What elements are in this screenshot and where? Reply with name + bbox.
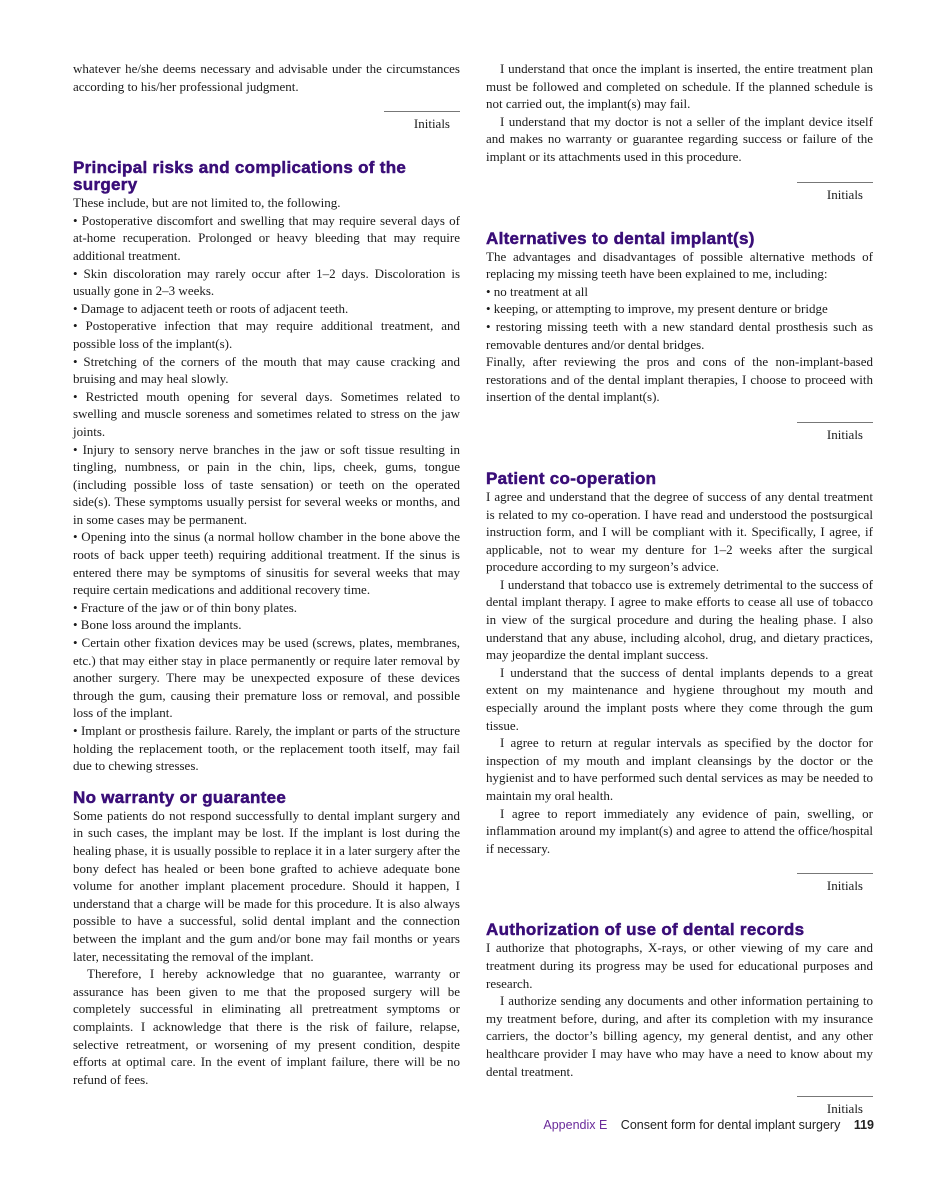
initials-field[interactable] [486,410,873,456]
initials-label: Initials [413,116,450,132]
list-item: • Certain other fixation devices may be used (screws, plates, membranes, etc.) that may either stay in place permanently or require later removal by another surgery. There may be unexpected exposure of these devices through the gum, causing their premature loss or removal, and possible loss of the implant. [73,635,460,721]
right-column [486,60,873,1130]
alternatives-intro: The advantages and disadvantages of possible alternative methods of replacing my missing teeth have been explained to me, including: [486,248,873,282]
alternatives-closing: Finally, after reviewing the pros and cons of the non-implant-based restorations and of the dental implant therapies, I choose to proceed with insertion of the dental implant(s). [486,354,873,405]
initials-label: Initials [826,1101,863,1117]
list-item: • Opening into the sinus (a normal hollow chamber in the bone above the roots of back upper teeth) requiring additional treatment. If the sinus is entered there may be symptoms of sinusitis for several weeks that may require certain medications and additional recovery time. [73,529,460,598]
left-column [73,60,460,1088]
list-item: • Postoperative infection that may require additional treatment, and possible loss of the implant(s). [73,318,460,351]
alternatives-list [486,283,873,353]
warranty-paragraph-1: Some patients do not respond successfully to dental implant surgery and in such cases, the implant may be lost. If the implant is lost during the healing phase, it is usually possible to replace it in a later surgery after the bony defect has healed or been bone grafted to achieve adequate bone volume for another implant placement procedure. Should it happen, I understand that a charge will be made for this procedure. It is also always possible to have a successful, solid dental implant and the connection between the implant and the gum and/or bone may fail months or years later, necessitating the removal of the implant. [73,807,460,964]
initials-signature-line[interactable] [797,1096,873,1097]
risks-intro: These include, but are not limited to, the following. [73,195,341,211]
doctor-seller-paragraph: I understand that my doctor is not a seller of the implant device itself and makes no warranty or guarantee regarding success or failure of the implant or its attachments used in this procedure. [486,113,873,164]
risks-list [73,212,460,775]
page-number: 119 [853,1118,874,1132]
section-heading-alternatives: Alternatives to dental implant(s) [486,228,755,248]
list-item: • Stretching of the corners of the mouth that may cause cracking and bruising and may heal slowly. [73,353,460,387]
initials-field[interactable] [486,170,873,216]
list-item: • Damage to adjacent teeth or roots of adjacent teeth. [73,300,349,316]
warranty-paragraph-2: Therefore, I hereby acknowledge that no guarantee, warranty or assurance has been given to me that the proposed surgery will be completely successful in eliminating all pretreatment symptoms or complaints. I acknowledge that there is the risk of failure, relapse, selective retreatment, or worsening of my present condition, despite efforts at optimal care. In the event of implant failure, there will be no refund of fees. [73,966,460,1087]
initials-label: Initials [826,426,863,442]
section-heading-risks: Principal risks and complications of the surgery [73,158,407,195]
cooperation-paragraph-1: I agree and understand that the degree of success of any dental treatment is related to my co-operation. I have read and understood the postsurgical instruction form, and I will be compliant with it. Specifically, I agree, if applicable, not to wear my denture for 1–2 weeks after the surgical procedure according to my surgeon’s advice. [486,488,873,575]
list-item: • Postoperative discomfort and swelling that may require several days of at-home recuperation. Prolonged or heavy bleeding that may require additional treatment. [73,212,460,263]
list-item: • keeping, or attempting to improve, my present denture or bridge [486,301,828,317]
list-item: • Fracture of the jaw or of thin bony plates. [73,599,298,615]
list-item: • Restricted mouth opening for several days. Sometimes related to swelling and muscle soreness and sometimes related to stress on the jaw joints. [73,388,460,439]
initials-label: Initials [826,878,863,894]
cooperation-paragraph-4: I agree to return at regular intervals as specified by the doctor for inspection of my mouth and implant cleansings by the doctor or the hygienist and to have performed such dental services as may be needed to maintain my oral health. [486,735,873,803]
authorization-paragraph-1: I authorize that photographs, X-rays, or other viewing of my care and treatment during its progress may be used for educational purposes and research. [486,940,873,991]
list-item: • restoring missing teeth with a new standard dental prosthesis such as removable dentures and/or dental bridges. [486,318,873,352]
footer-title: Consent form for dental implant surgery [620,1118,841,1132]
list-item: • Bone loss around the implants. [73,617,242,633]
initials-field[interactable] [486,861,873,907]
list-item: • Injury to sensory nerve branches in the jaw or soft tissue resulting in tingling, numbness, or pain in the chin, lips, cheek, gums, tongue (including possible loss of taste sensation) or teeth on the operated side(s). These symptoms usually persist for several weeks or months, and in some cases may be permanent. [73,441,460,527]
initials-signature-line[interactable] [797,422,873,423]
initials-signature-line[interactable] [797,182,873,183]
section-heading-authorization: Authorization of use of dental records [486,920,805,940]
initials-field[interactable] [73,99,460,145]
list-item: • Skin discoloration may rarely occur after 1–2 days. Discoloration is usually gone in 2–3 weeks. [73,265,460,299]
authorization-paragraph-2: I authorize sending any documents and other information pertaining to my treatment before, during, and after its completion with my insurance carriers, the doctor’s billing agency, my general dentist, and any other healthcare provider I may have who may have a need to know about my dental treatment. [486,993,873,1079]
section-heading-warranty: No warranty or guarantee [73,787,287,807]
section-heading-cooperation: Patient co-operation [486,468,657,488]
cooperation-paragraph-3: I understand that the success of dental implants depends to a great extent on my maintenance and hygiene throughout my mouth and especially around the implant posts where they come through the gum tissue. [486,664,873,733]
cooperation-paragraph-2: I understand that tobacco use is extremely detrimental to the success of dental implant therapy. I agree to make efforts to cease all use of tobacco in view of the surgical procedure and during the healing phase. I also understand that any abuse, including alcohol, drug, and dietary practices, may jeopardize the dental implant success. [486,576,873,663]
footer-appendix-label: Appendix E [543,1118,608,1132]
list-item: • no treatment at all [486,283,589,299]
list-item: • Implant or prosthesis failure. Rarely, the implant or parts of the structure holding the replacement tooth, or the replacement tooth itself, may fail due to chewing stresses. [73,723,460,774]
initials-signature-line[interactable] [384,111,460,112]
cooperation-paragraph-5: I agree to report immediately any evidence of pain, swelling, or inflammation around my implant(s) and agree to attend the office/hospital if necessary. [486,805,873,856]
page-footer [543,1118,874,1132]
initials-label: Initials [826,186,863,202]
intro-paragraph: whatever he/she deems necessary and advisable under the circumstances according to his/her professional judgment. [73,61,460,94]
treatment-plan-paragraph: I understand that once the implant is inserted, the entire treatment plan must be followed and completed on schedule. If the planned schedule is not carried out, the implant(s) may fail. [486,61,873,112]
initials-signature-line[interactable] [797,873,873,874]
